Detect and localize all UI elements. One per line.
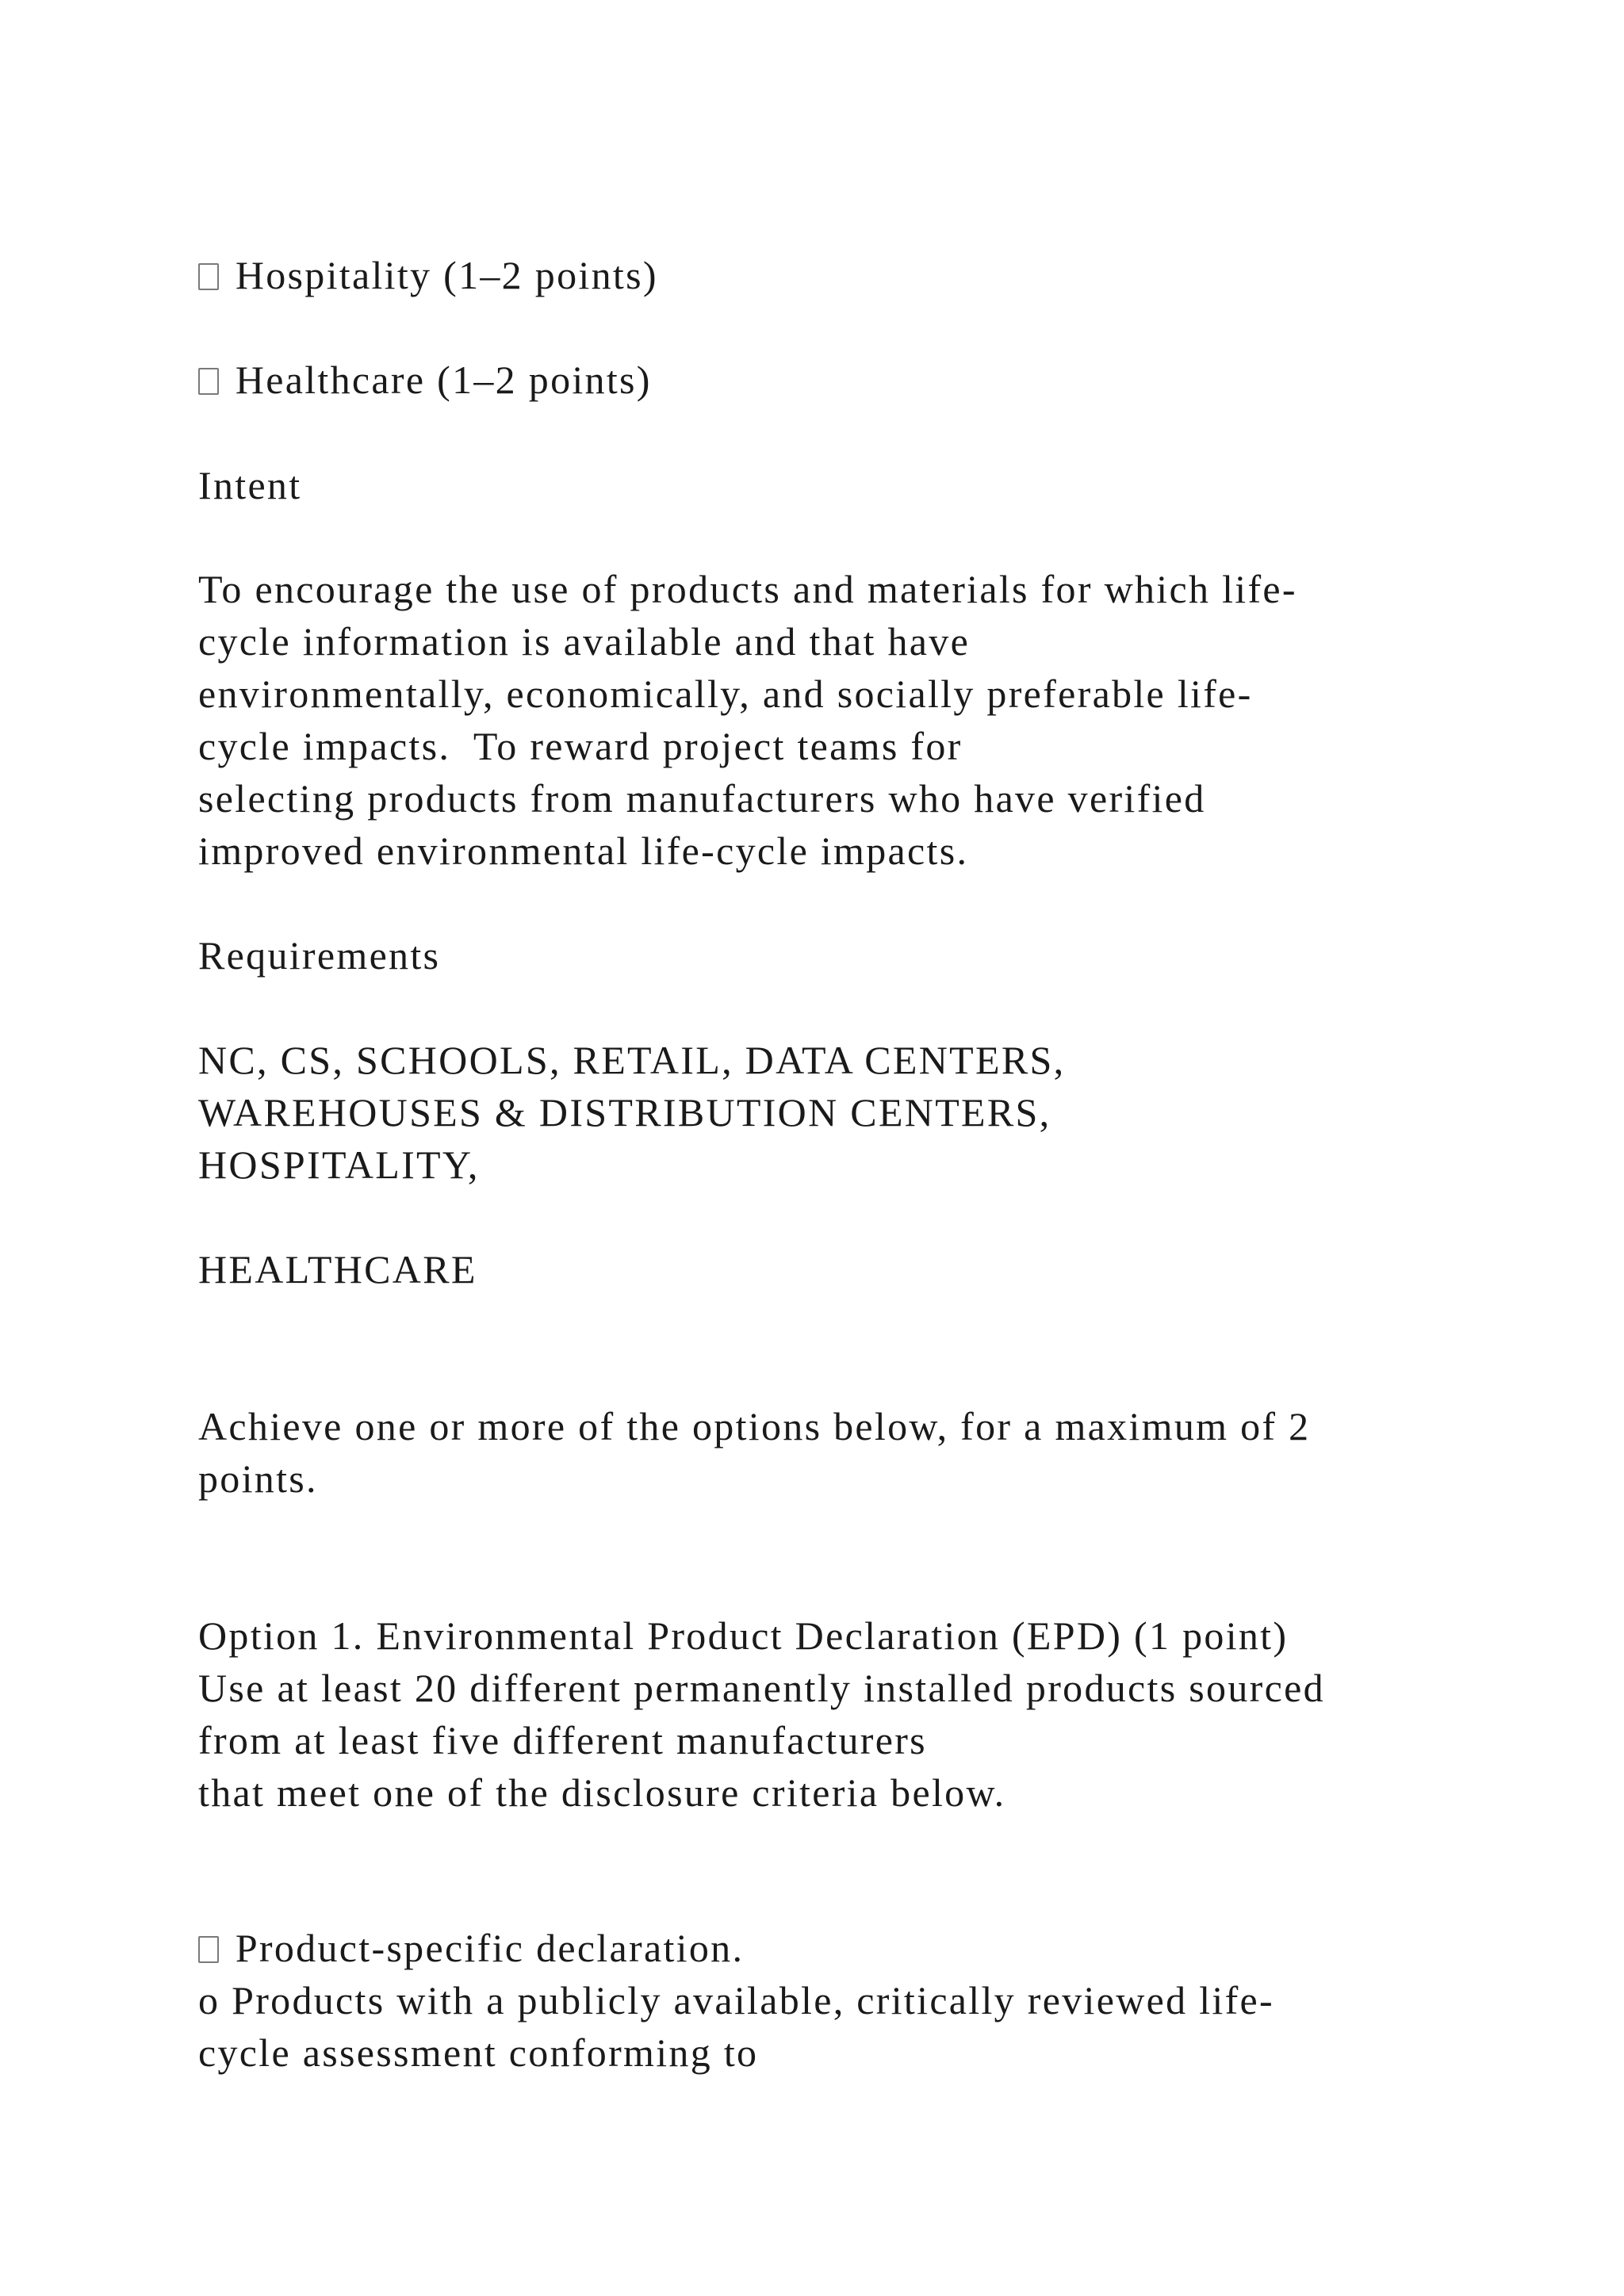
option-1-line: from at least five different manufacturers — [198, 1718, 927, 1762]
bullet-hospitality: Hospitality (1–2 points) — [198, 249, 658, 301]
sub-bullet-line: o Products with a publicly available, critically reviewed life- — [198, 1978, 1274, 2022]
requirements-scope-line: HOSPITALITY, — [198, 1142, 480, 1187]
achieve-line: points. — [198, 1456, 318, 1501]
intent-line: cycle impacts. To reward project teams for — [198, 724, 963, 768]
missing-glyph-bullet-icon — [198, 368, 219, 395]
missing-glyph-bullet-icon — [198, 263, 219, 290]
requirements-scope-line: WAREHOUSES & DISTRIBUTION CENTERS, — [198, 1090, 1051, 1135]
bullet-product-specific: Product-specific declaration. — [198, 1922, 744, 1974]
achieve-line: Achieve one or more of the options below, for a maximum of 2 — [198, 1404, 1311, 1448]
option-1-heading: Option 1. Environmental Product Declaration (EPD) (1 point) — [198, 1613, 1289, 1658]
heading-requirements: Requirements — [198, 933, 441, 978]
intent-line: selecting products from manufacturers who have verified — [198, 776, 1206, 821]
intent-line: improved environmental life-cycle impacts. — [198, 828, 969, 873]
option-1-line: Use at least 20 different permanently installed products sourced — [198, 1666, 1325, 1710]
requirements-scope-line: NC, CS, SCHOOLS, RETAIL, DATA CENTERS, — [198, 1038, 1066, 1082]
missing-glyph-bullet-icon — [198, 1936, 219, 1963]
option-1-line: that meet one of the disclosure criteria below. — [198, 1770, 1006, 1815]
bullet-healthcare: Healthcare (1–2 points) — [198, 354, 652, 406]
intent-line: environmentally, economically, and socially preferable life- — [198, 672, 1253, 716]
requirements-scope-line: HEALTHCARE — [198, 1247, 477, 1292]
intent-line: cycle information is available and that have — [198, 619, 971, 664]
intent-line: To encourage the use of products and materials for which life- — [198, 567, 1297, 611]
heading-intent: Intent — [198, 463, 302, 507]
sub-bullet-line: cycle assessment conforming to — [198, 2030, 759, 2075]
